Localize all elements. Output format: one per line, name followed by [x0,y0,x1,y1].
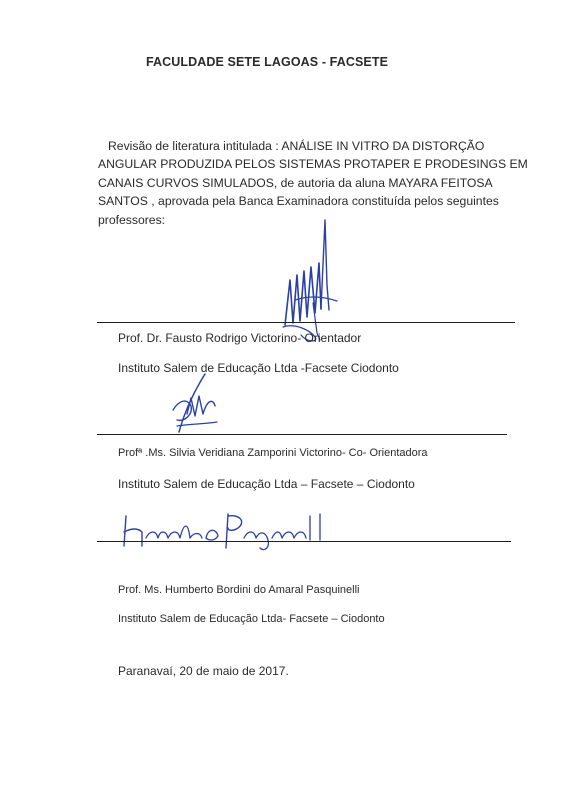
signature-2 [165,370,235,440]
statement-line: CANAIS CURVOS SIMULADOS, de autoria da aluna MAYARA FEITOSA [98,175,493,190]
examiner-2-name: Profª .Ms. Silvia Veridiana Zamporini Victorino- Co- Orientadora [118,447,428,459]
statement-line: Revisão de literatura intitulada : ANÁLISE IN VITRO DA DISTORÇÃO [108,139,485,153]
signature-line-1 [97,322,515,323]
examiner-3-institution: Instituto Salem de Educação Ltda- Facsete – Ciodonto [118,613,385,625]
examiner-3-name: Prof. Ms. Humberto Bordini do Amaral Pasquinelli [118,584,360,596]
examiner-1-name: Prof. Dr. Fausto Rodrigo Victorino- Orientador [118,331,362,345]
examiner-2-institution: Instituto Salem de Educação Ltda – Facsete – Ciodonto [118,477,415,491]
statement-line: ANGULAR PRODUZIDA PELOS SISTEMAS PROTAPER E PRODESINGS EM [98,157,528,172]
examiner-1-institution: Instituto Salem de Educação Ltda -Facsete Ciodonto [118,361,399,375]
signature-line-3 [97,541,511,542]
statement-line: SANTOS , aprovada pela Banca Examinadora constituída pelos seguintes [98,194,499,209]
signature-line-2 [97,434,507,435]
page-title: FACULDADE SETE LAGOAS - FACSETE [146,55,389,69]
statement-line: professores: [98,212,166,227]
signature-3 [120,508,335,553]
signature-1 [255,205,365,350]
place-and-date: Paranavaí, 20 de maio de 2017. [118,664,289,678]
